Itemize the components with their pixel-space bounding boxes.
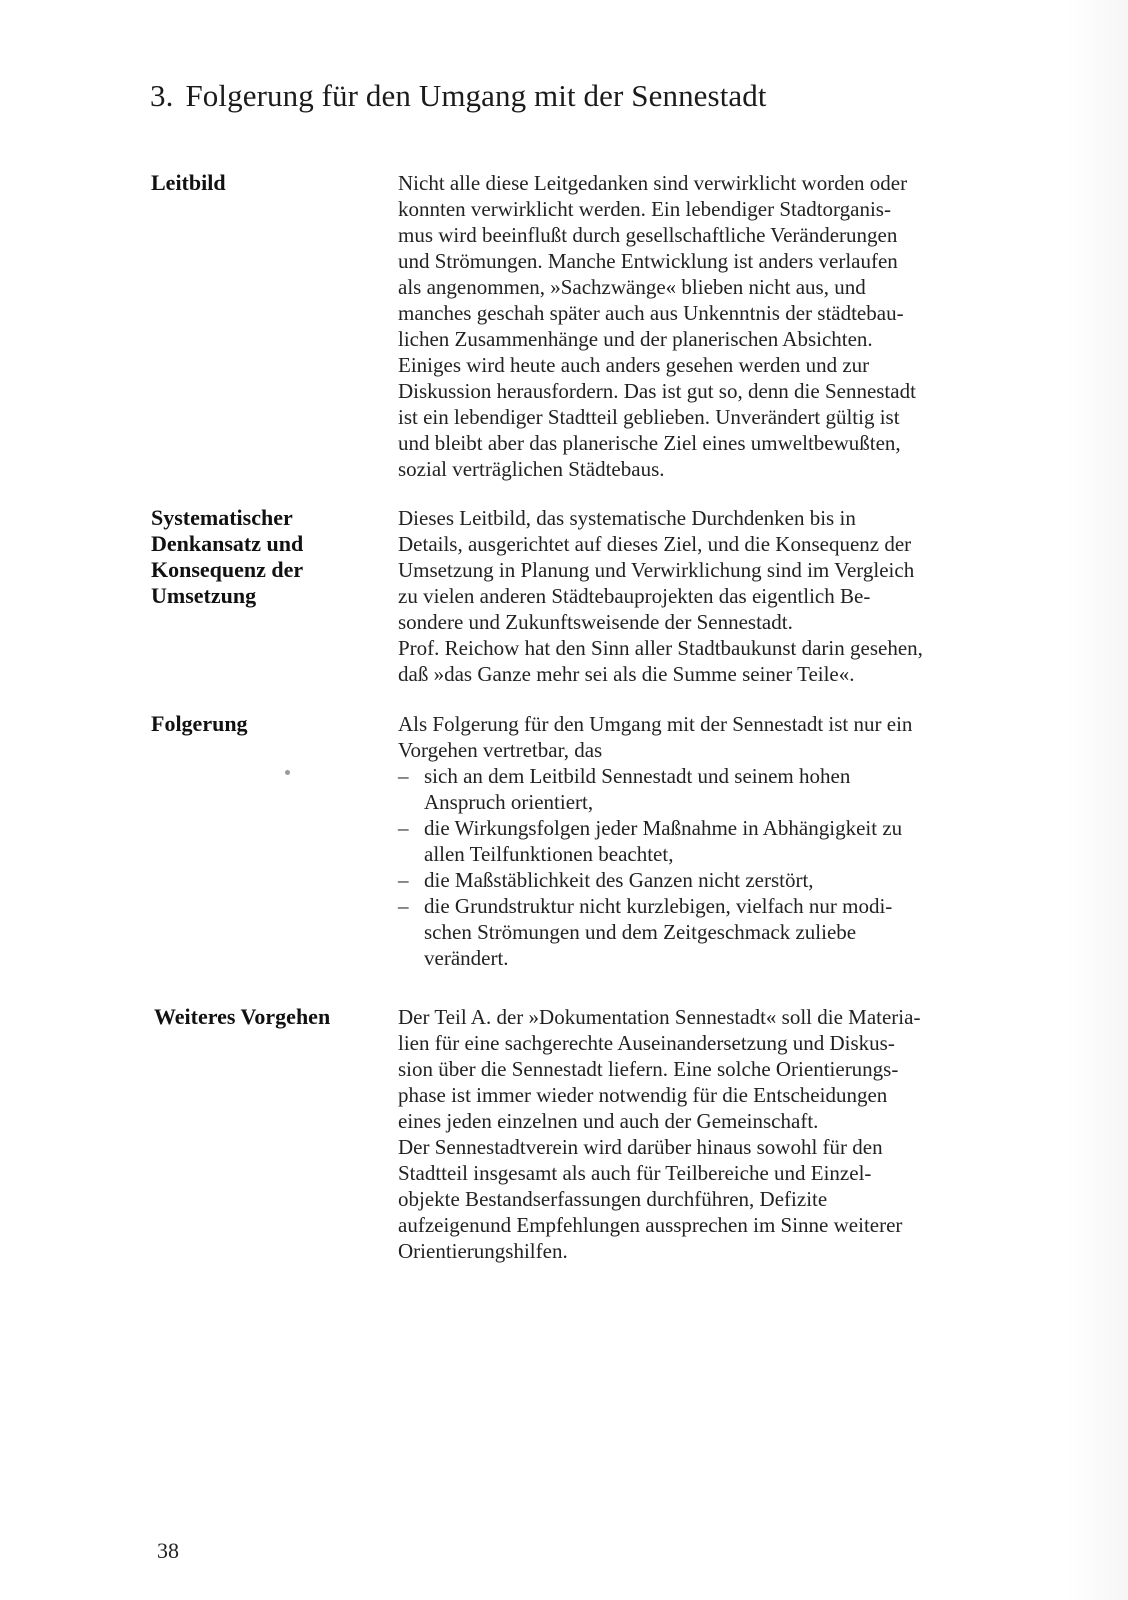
text-line: Der Sennestadtverein wird darüber hinaus sowohl für den	[398, 1135, 883, 1159]
side-heading-weiteres-vorgehen	[154, 1004, 384, 1030]
text-line: die Maßstäblichkeit des Ganzen nicht zerstört,	[424, 868, 814, 892]
text-line: die Wirkungsfolgen jeder Maßnahme in Abhängigkeit zu	[424, 816, 903, 840]
paragraph	[398, 1004, 1043, 1134]
list-item	[398, 815, 1043, 867]
text-line: Vorgehen vertretbar, das	[398, 738, 603, 762]
heading-line: Leitbild	[151, 170, 226, 195]
text-line: als angenommen, »Sachzwänge« blieben nicht aus, und	[398, 275, 866, 299]
text-line: Als Folgerung für den Umgang mit der Sennestadt ist nur ein	[398, 712, 913, 736]
text-line: daß »das Ganze mehr sei als die Summe seiner Teile«.	[398, 662, 855, 686]
text-line: und Strömungen. Manche Entwicklung ist anders verlaufen	[398, 249, 898, 273]
text-line: manches geschah später auch aus Unkenntnis der städtebau-	[398, 301, 904, 325]
text-line: lichen Zusammenhänge und der planerischen Absichten.	[398, 327, 873, 351]
denkansatz-text	[398, 505, 1043, 687]
heading-line: der Umsetzung	[151, 557, 303, 608]
heading-line: Denkansatz und	[151, 531, 304, 556]
text-line: Stadtteil insgesamt als auch für Teilbereiche und Einzel-	[398, 1161, 872, 1185]
page-title	[150, 78, 767, 114]
side-heading-folgerung	[151, 711, 381, 737]
paragraph	[398, 635, 1043, 687]
text-line: sich an dem Leitbild Sennestadt und seinem hohen	[424, 764, 851, 788]
folgerung-list	[398, 763, 1043, 971]
side-heading-leitbild	[151, 170, 381, 196]
heading-line: Systematischer	[151, 505, 293, 530]
text-line: sion über die Sennestadt liefern. Eine solche Orientierungs-	[398, 1057, 899, 1081]
list-item	[398, 763, 1043, 815]
text-line: Prof. Reichow hat den Sinn aller Stadtbaukunst darin gesehen,	[398, 636, 923, 660]
dash-bullet: –	[398, 868, 409, 892]
list-item	[398, 893, 1043, 971]
text-line: objekte Bestandserfassungen durchführen, Defizite	[398, 1187, 828, 1211]
text-line: die Grundstruktur nicht kurzlebigen, vielfach nur modi-	[424, 894, 893, 918]
heading-line: Folgerung	[151, 711, 248, 736]
text-line: sozial verträglichen Städtebaus.	[398, 457, 665, 481]
text-line: Dieses Leitbild, das systematische Durchdenken bis in	[398, 506, 856, 530]
list-item	[398, 867, 1043, 893]
folgerung-text	[398, 711, 1043, 971]
text-line: mus wird beeinflußt durch gesellschaftliche Veränderungen	[398, 223, 898, 247]
text-line: Anspruch orientiert,	[424, 790, 594, 814]
section-number: 3.	[150, 78, 174, 113]
scan-speck	[285, 770, 290, 775]
text-line: allen Teilfunktionen beachtet,	[424, 842, 674, 866]
text-line: phase ist immer wieder notwendig für die Entscheidungen	[398, 1083, 888, 1107]
heading-line: Konsequenz	[151, 557, 266, 582]
text-line: verändert.	[424, 946, 509, 970]
page-edge-shadow	[1068, 0, 1128, 1600]
text-line: lien für eine sachgerechte Auseinandersetzung und Diskus-	[398, 1031, 895, 1055]
text-line: aufzeigenund Empfehlungen aussprechen im Sinne weiterer	[398, 1213, 903, 1237]
text-line: und bleibt aber das planerische Ziel eines umweltbewußten,	[398, 431, 901, 455]
text-line: Einiges wird heute auch anders gesehen werden und zur	[398, 353, 870, 377]
dash-bullet: –	[398, 764, 409, 788]
text-line: zu vielen anderen Städtebauprojekten das eigentlich Be-	[398, 584, 871, 608]
weiteres-vorgehen-text	[398, 1004, 1043, 1264]
page-number: 38	[157, 1538, 179, 1563]
leitbild-text	[398, 170, 1043, 482]
paragraph	[398, 505, 1043, 635]
text-line: schen Strömungen und dem Zeitgeschmack zuliebe	[424, 920, 857, 944]
paragraph	[398, 711, 1043, 763]
text-line: Der Teil A. der »Dokumentation Sennestadt« soll die Materia-	[398, 1005, 921, 1029]
text-line: Umsetzung in Planung und Verwirklichung sind im Vergleich	[398, 558, 915, 582]
text-line: Diskussion herausfordern. Das ist gut so, denn die Sennestadt	[398, 379, 916, 403]
text-line: Details, ausgerichtet auf dieses Ziel, und die Konsequenz der	[398, 532, 912, 556]
paragraph	[398, 1134, 1043, 1264]
text-line: eines jeden einzelnen und auch der Gemeinschaft.	[398, 1109, 819, 1133]
text-line: konnten verwirklicht werden. Ein lebendiger Stadtorganis-	[398, 197, 891, 221]
heading-line: Weiteres Vorgehen	[154, 1004, 331, 1029]
section-title-text: Folgerung für den Umgang mit der Sennestadt	[185, 78, 767, 113]
text-line: Nicht alle diese Leitgedanken sind verwirklicht worden oder	[398, 171, 908, 195]
dash-bullet: –	[398, 816, 409, 840]
side-heading-denkansatz	[151, 505, 381, 609]
text-line: ist ein lebendiger Stadtteil geblieben. Unverändert gültig ist	[398, 405, 900, 429]
text-line: sondere und Zukunftsweisende der Sennestadt.	[398, 610, 793, 634]
paragraph	[398, 170, 1043, 482]
text-line: Orientierungshilfen.	[398, 1239, 568, 1263]
dash-bullet: –	[398, 894, 409, 918]
